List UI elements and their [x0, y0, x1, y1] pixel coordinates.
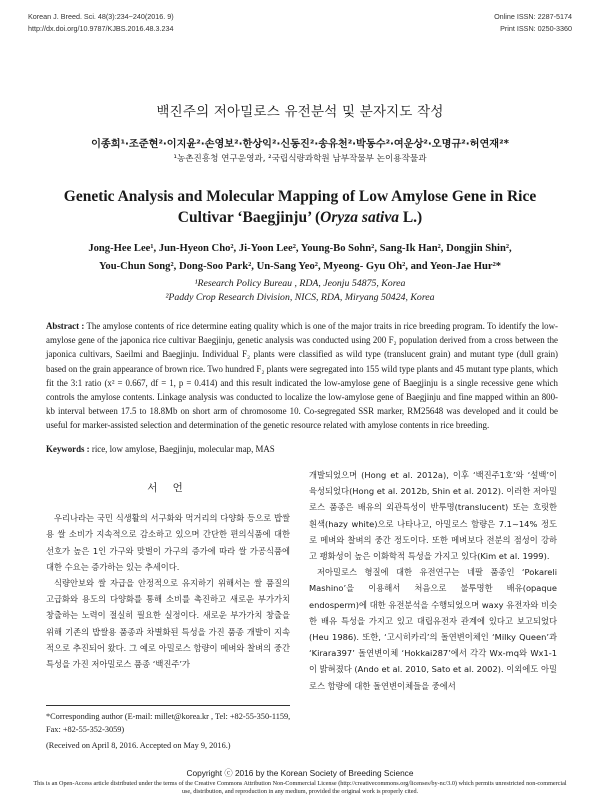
english-authors-line2: You-Chun Song², Dong-Soo Park², Un-Sang Yeo², Myeong- Gyu Oh², and Yeon-Jae Hur²* — [98, 261, 502, 272]
english-title — [30, 186, 570, 228]
footnote-divider — [46, 705, 290, 706]
korean-title: 백진주의 저아밀로스 유전분석 및 분자지도 작성 — [156, 104, 444, 120]
abstract-text: The amylose contents of rice determine eating quality which is one of the major traits in rice breeding program. To identify the low-amylose gene of the japonica rice cultivar Baegjinju, genetic analysis was conducted using 200 F₂ population derived from a cross between the japonica cultivars, Saeilmi and Baegjinju. Individual F₂ plants were classified as wild type (translucent grain) and mutant type (dull grain) based on the grain appearance of brown rice. Two hundred F₂ plants were segregated into 155 wild type plants and 45 mutant type plants, which fit the 3:1 ratio (x² = 0.667, df = 1, p = 0.414) and this result indicated the low-amylose gene of Baegjinju is a single recessive gene which controls the amylose contents. Linkage analysis was conducted to localize the low-amylose gene of Baegjinju and fine mapped within an 800-kb interval between 17.5 to 18.8Mb on short arm of chromosome 10. Co-segregated SSR marker, RM25648 was developed and it could be useful for marker-assisted selection and determination of the genetic resource related with amylose contents in rice breeding. — [46, 321, 558, 431]
korean-affiliations: ¹농촌진흥청 연구운영과, ²국립식량과학원 남부작물부 논이용작물과 — [173, 154, 427, 164]
english-affiliation-2: ²Paddy Crop Research Division, NICS, RDA, Miryang 50424, Korea — [165, 292, 435, 303]
intro-paragraph-1: 우리나라는 국민 식생활의 서구화와 먹거리의 다양화 등으로 밥쌀용 쌀 소비가 지속적으로 감소하고 있으며 간단한 편의식품에 대한 선호가 높은 1인 가구와 맞벌이 가구의 증가에 따라 쌀 가공식품에 대한 수요는 증가하는 있는 추세이다. — [46, 513, 290, 572]
english-title-line1: Genetic Analysis and Molecular Mapping of Low Amylose Gene in Rice — [63, 188, 537, 205]
right-column — [309, 467, 557, 694]
english-affiliations — [30, 277, 570, 305]
abstract — [46, 319, 558, 433]
corresponding-author-note: *Corresponding author (E-mail: millet@korea.kr , Tel: +82-55-350-1159, Fax: +82-55-352-3059) — [46, 712, 291, 734]
keywords-label: Keywords : — [46, 444, 90, 454]
license-text: This is an Open-Access article distributed under the terms of the Creative Commons Attribution Non-Commercial License (http://creativecommons.org/licenses/by-nc/3.0) which permits unrestricted non-commercial use, distribution, and reproduction in any medium, provided the original work is properly cited. — [33, 780, 567, 795]
english-title-line2: Cultivar ‘Baegjinju’ (Oryza sativa L.) — [177, 209, 423, 226]
korean-authors: 이종희¹·조준현²·이지윤²·손영보²·한상익²·신동진²·송유천²·박동수²·여운상²·오명규²·허연재²* — [91, 139, 509, 150]
keywords-text: rice, low amylose, Baegjinju, molecular map, MAS — [91, 444, 275, 454]
left-column — [46, 470, 290, 672]
english-affiliation-1: ¹Research Policy Bureau , RDA, Jeonju 54875, Korea — [194, 278, 406, 289]
keywords — [46, 444, 558, 454]
intro-paragraph-4: 저아밀로스 형질에 대한 유전연구는 네팔 품종인 ‘Pokareli Mashino’을 이용해서 처음으로 불투명한 배유(opaque endosperm)에 대한 유전분석을 수행되었으며 waxy 유전자와 비슷한 배유 특성을 가지고 있고 대립유전자 관계에 있다고 보고되었다 (Heu 1986). 또한, ‘고시히카리’의 돌연변이체인 ‘Milky Queen’과 ‘Kirara397’ 돌연변이체 ‘Hokkai287’에서 각각 Wx-mq와 Wx1-1이 밝혀졌다 (Ando et al. 2010, Sato et al. 2002). 이외에도 아밀로스 함량에 대한 돌연변이체들을 중에서 — [309, 567, 557, 691]
intro-paragraph-2: 식량안보와 쌀 자급을 안정적으로 유지하기 위해서는 쌀 품질의 고급화와 용도의 다양화를 통해 소비를 촉진하고 새로운 부가가치 창출하는 노력이 절실히 필요한 실정이다. 새로운 부가가치 창출을 위해 기존의 밥쌀용 품종과 차별화된 특성을 가진 품종 개발이 지속적으로 추진되어 왔다. 그 예로 아밀로스 함량이 메벼와 찰벼의 중간특성을 가진 저아밀로스 품종 ‘백진주’가 — [46, 578, 290, 670]
print-issn: Print ISSN: 0250-3360 — [500, 24, 572, 33]
english-authors-line1: Jong-Hee Lee¹, Jun-Hyeon Cho², Ji-Yoon Lee², Young-Bo Sohn², Sang-Ik Han², Dongjin Shin², — [88, 243, 512, 254]
online-issn: Online ISSN: 2287-5174 — [494, 12, 572, 21]
copyright-notice: Copyright ⓒ 2016 by the Korean Society of Breeding Science — [186, 768, 414, 778]
introduction-heading: 서 언 — [147, 482, 189, 494]
header-left — [28, 11, 174, 35]
english-authors — [30, 240, 570, 276]
header-right — [494, 11, 572, 35]
journal-citation: Korean J. Breed. Sci. 48(3):234~240(2016. 9) — [28, 12, 174, 21]
abstract-label: Abstract : — [46, 321, 85, 331]
intro-paragraph-3: 개발되었으며 (Hong et al. 2012a), 이후 ‘백진주1호’와 ‘설백’이 육성되었다(Hong et al. 2012b, Shin et al. 2012). 이러한 저아밀로스 품종은 배유의 외관특성이 반투명(translucent) 또는 흐릿한 흰색(hazy white)으로 나타나고, 아밀로스 함량은 7.1~14% 정도로 메벼와 찰벼의 중간 정도이다. 또한 메벼보다 전분의 점성이 강하고 팽화성이 높은 이화학적 특성을 가지고 있다(Kim et al. 1999). — [309, 470, 557, 562]
doi-link[interactable]: http://dx.doi.org/10.9787/KJBS.2016.48.3.234 — [28, 24, 174, 33]
received-dates: (Received on April 8, 2016. Accepted on May 9, 2016.) — [46, 741, 231, 750]
page-header — [28, 11, 572, 37]
